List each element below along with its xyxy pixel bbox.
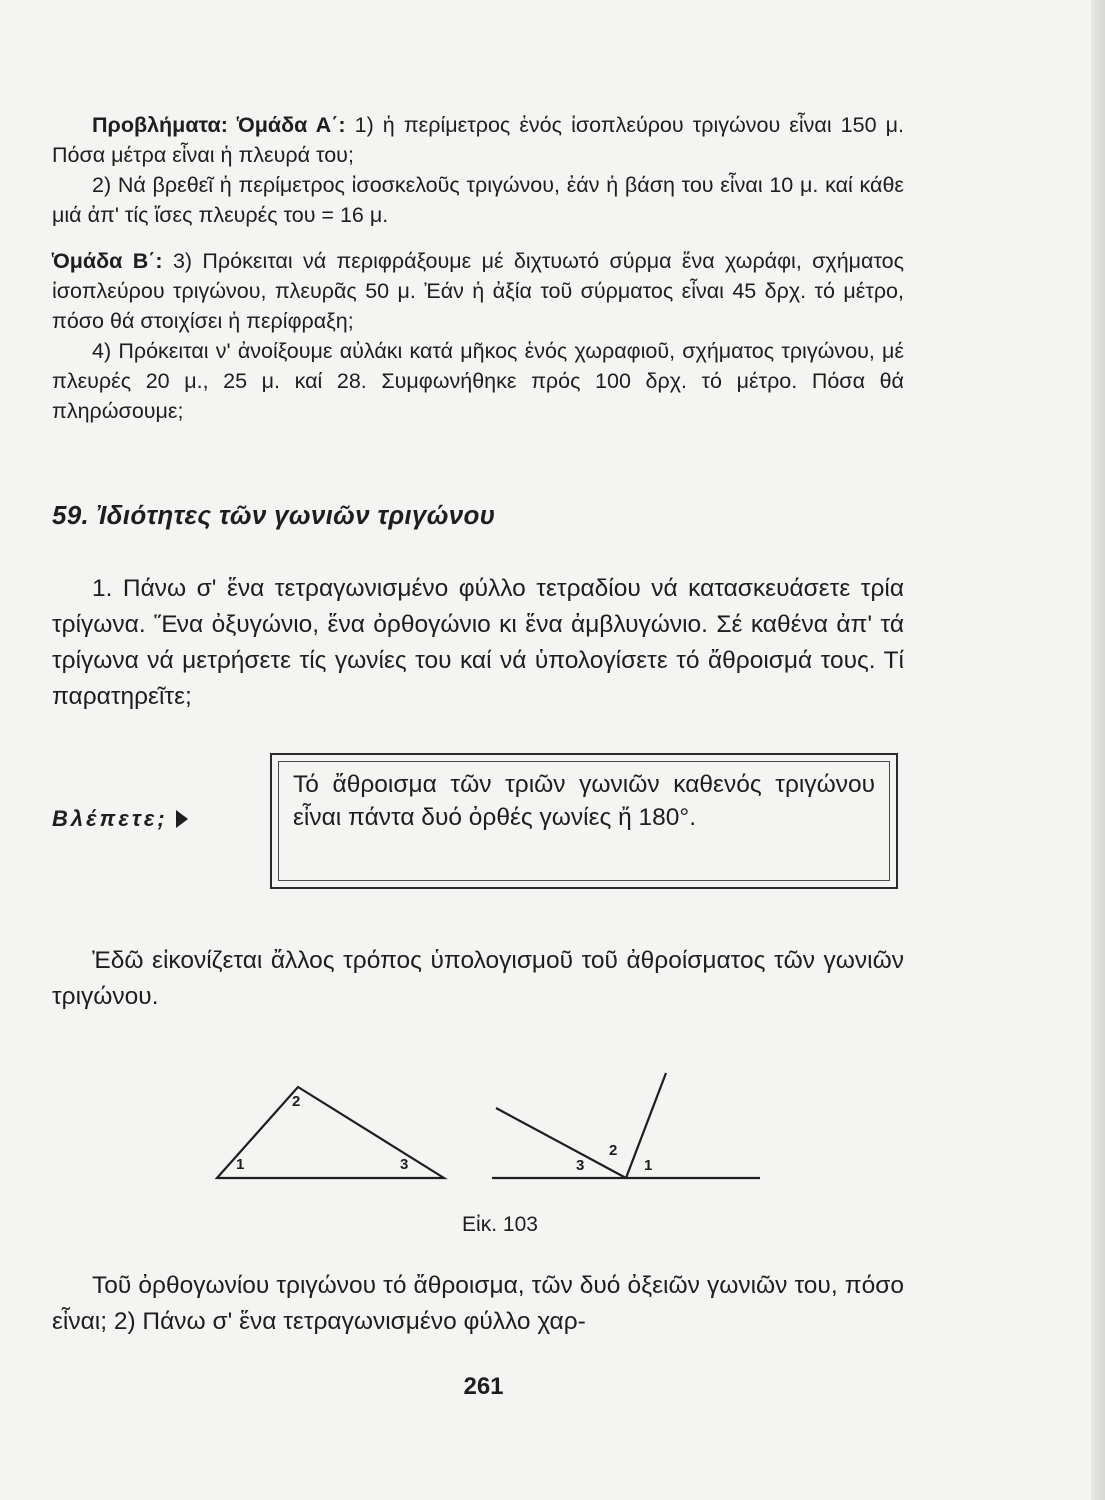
rule-text: Τό ἄθροισμα τῶν τριῶν γωνιῶν καθενός τριγώνου εἶναι πάντα δυό ὀρθές γωνίες ἤ 180°. <box>278 761 890 881</box>
note-row <box>52 753 904 895</box>
angle-label-left-1: 1 <box>236 1156 245 1173</box>
problems-block <box>52 110 904 426</box>
triangle-shape <box>217 1087 444 1178</box>
page-edge <box>1091 0 1105 1500</box>
see-label <box>52 801 188 837</box>
problem-1-text: 1) ἡ περίμετρος ἑνός ἰσοπλεύρου τριγώνου εἶναι 150 μ. Πόσα μέτρα εἶναι ἡ πλευρά του; <box>52 113 904 167</box>
main-content <box>52 110 904 1015</box>
group-b-label: Ὁμάδα Β΄: <box>52 249 163 273</box>
paragraph-2: Ἐδῶ εἰκονίζεται ἄλλος τρόπος ὑπολογισμοῦ τοῦ ἀθροίσματος τῶν γωνιῶν τριγώνου. <box>52 947 904 1010</box>
closing-text: Τοῦ ὀρθογωνίου τριγώνου τό ἄθροισμα, τῶν δυό ὀξειῶν γωνιῶν του, πόσο εἶναι; 2) Πάνω σ' ἕνα τετραγωνισμένο φύλλο χαρ- <box>52 1272 904 1335</box>
section-title: 59. Ἰδιότητες τῶν γωνιῶν τριγώνου <box>52 500 496 530</box>
angle-label-right-3: 3 <box>576 1157 585 1174</box>
problem-1 <box>52 110 904 170</box>
angle-label-left-3: 3 <box>400 1156 409 1173</box>
left-transversal <box>496 1108 626 1178</box>
problem-3 <box>52 246 904 336</box>
problems-heading: Προβλήματα: <box>92 113 228 137</box>
angle-label-right-2: 2 <box>609 1142 618 1159</box>
page-number: 261 <box>463 1373 504 1400</box>
group-a-label: Ὁμάδα Α΄: <box>237 113 346 137</box>
paragraph-1: 1. Πάνω σ' ἕνα τετραγωνισμένο φύλλο τετραδίου νά κατασκευάσετε τρία τρίγωνα. Ἕνα ὀξυγώνιο, ἕνα ὀρθογώνιο κι ἕνα ἀμβλυγώνιο. Σέ καθένα ἀπ' τά τρίγωνα νά μετρήσετε τίς γωνίες του καί νά ὑπολογίσετε τό ἄθροισμά τους. Τί παρατηρεῖτε; <box>52 575 904 710</box>
triangle-right-icon <box>176 810 188 828</box>
see-label-text: Βλέπετε; <box>52 806 168 831</box>
angle-label-left-2: 2 <box>292 1093 301 1110</box>
section-body <box>52 571 904 1015</box>
figure-caption: Εἰκ. 103 <box>462 1213 538 1236</box>
angle-label-right-1: 1 <box>644 1157 653 1174</box>
problem-2: 2) Νά βρεθεῖ ἡ περίμετρος ἰσοσκελοῦς τριγώνου, ἐάν ἡ βάση του εἶναι 10 μ. καί κάθε μιά ἀπ' τίς ἴσες πλευρές του = 16 μ. <box>52 173 904 227</box>
closing-paragraph <box>52 1268 904 1340</box>
triangle-angles-diagram <box>200 1065 780 1190</box>
problem-3-text: 3) Πρόκειται νά περιφράξουμε μέ διχτυωτό σύρμα ἕνα χωράφι, σχήματος ἰσοπλεύρου τριγώνου, πλευρᾶς 50 μ. Ἐάν ἡ ἀξία τοῦ σύρματος εἶναι 45 δρχ. τό μέτρο, πόσο θά στοιχίσει ἡ περίφραξη; <box>52 249 904 333</box>
problem-4: 4) Πρόκειται ν' ἀνοίξουμε αὐλάκι κατά μῆκος ἑνός χωραφιοῦ, σχήματος τριγώνου, μέ πλευρές 20 μ., 25 μ. καί 28. Συμφωνήθηκε πρός 100 δρχ. τό μέτρο. Πόσα θά πληρώσουμε; <box>52 339 904 423</box>
figure-103 <box>200 1065 780 1190</box>
rule-box <box>270 753 898 889</box>
